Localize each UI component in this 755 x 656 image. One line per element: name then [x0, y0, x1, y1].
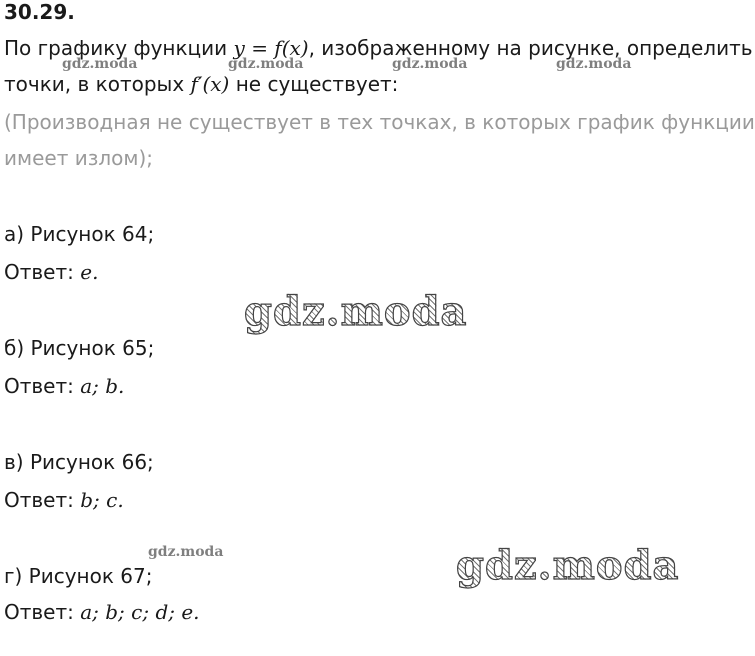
watermark-large: gdz.moda	[244, 288, 468, 335]
statement-line-2	[4, 72, 398, 96]
statement-text: По графику функции	[4, 36, 234, 60]
answer-prefix: Ответ:	[4, 260, 81, 284]
part-d-label: г) Рисунок 67;	[4, 564, 153, 588]
part-b-label: б) Рисунок 65;	[4, 336, 155, 360]
problem-number: 30.29.	[4, 0, 75, 24]
statement-text: не существует:	[229, 72, 399, 96]
hint-line-1: (Производная не существует в тех точках, в которых график функции	[4, 110, 755, 134]
part-c-answer	[4, 488, 124, 512]
statement-text: точки, в которых	[4, 72, 191, 96]
answer-value: b; c.	[80, 488, 124, 512]
derivative-formula: f′(x)	[190, 72, 230, 96]
watermark-small: gdz.moda	[148, 544, 224, 560]
part-b-answer	[4, 374, 124, 398]
answer-prefix: Ответ:	[4, 488, 81, 512]
statement-text: , изображенному на рисунке, определить	[308, 36, 753, 60]
answer-value: e.	[80, 260, 99, 284]
watermark-small: gdz.moda	[392, 56, 468, 72]
answer-value: a; b; c; d; e.	[80, 600, 200, 624]
answer-prefix: Ответ:	[4, 374, 81, 398]
answer-value: a; b.	[80, 374, 125, 398]
function-formula: y = f(x)	[233, 36, 309, 60]
watermark-small: gdz.moda	[62, 56, 138, 72]
part-a-label: а) Рисунок 64;	[4, 222, 155, 246]
answer-prefix: Ответ:	[4, 600, 81, 624]
watermark-small: gdz.moda	[556, 56, 632, 72]
part-d-answer	[4, 600, 200, 624]
part-a-answer	[4, 260, 98, 284]
part-c-label: в) Рисунок 66;	[4, 450, 154, 474]
watermark-large: gdz.moda	[456, 542, 680, 589]
watermark-small: gdz.moda	[228, 56, 304, 72]
hint-line-2: имеет излом);	[4, 146, 153, 170]
